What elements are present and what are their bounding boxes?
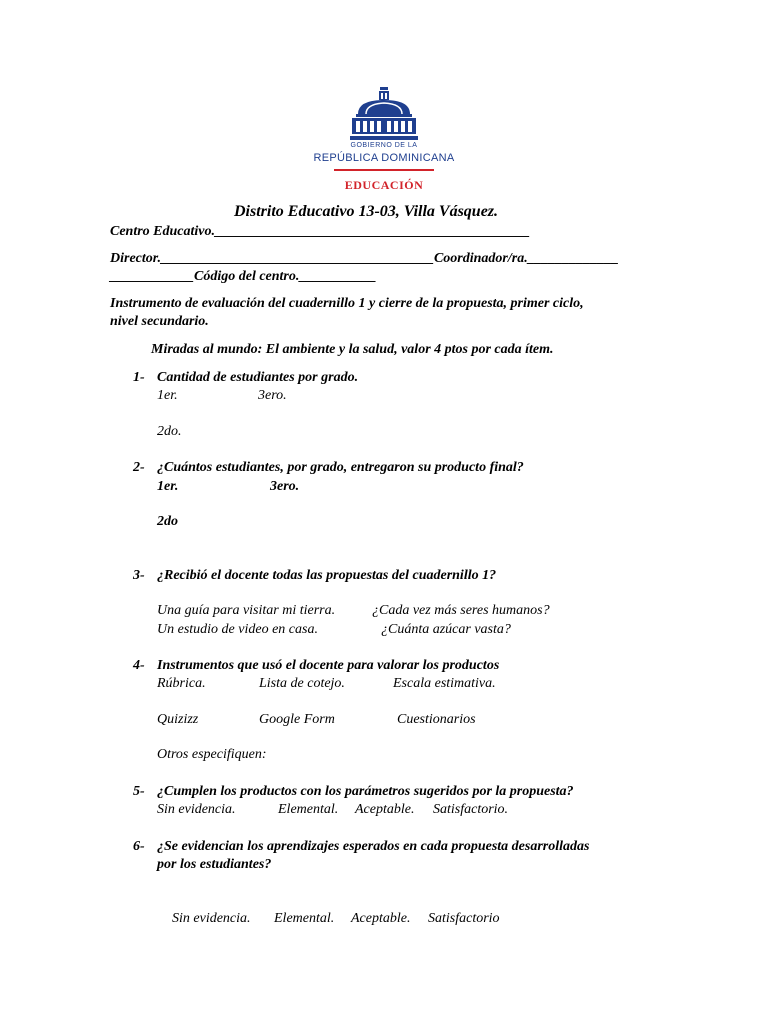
q6-option-satisfactorio: Satisfactorio [428,911,500,926]
q3-option-guia: Una guía para visitar mi tierra. [157,603,336,618]
q6-option-elemental: Elemental. [274,911,335,926]
intro-line-2: nivel secundario. [110,314,209,329]
centro-educativo-field: Centro Educativo._____________________________________________ [110,224,531,239]
q4-option-escala: Escala estimativa. [393,676,496,691]
q3-option-video: Un estudio de video en casa. [157,622,318,637]
logo-gobierno-text: GOBIERNO DE LA [350,142,418,149]
q1-number: 1- [133,370,145,385]
q3-option-azucar: ¿Cuánta azúcar vasta? [381,622,511,637]
q5-option-aceptable: Aceptable. [355,802,415,817]
q6-text-line-2: por los estudiantes? [157,857,272,872]
q1-text: Cantidad de estudiantes por grado. [157,370,359,385]
q1-option-1er: 1er. [157,388,178,403]
government-logo [300,84,468,196]
q1-option-3ero: 3ero. [258,388,287,403]
q5-option-elemental: Elemental. [278,802,339,817]
q6-text-line-1: ¿Se evidencian los aprendizajes esperados en cada propuesta desarrolladas [157,839,590,854]
intro-line-1: Instrumento de evaluación del cuadernillo 1 y cierre de la propuesta, primer ciclo, [110,296,584,311]
logo-republica-text: REPÚBLICA DOMINICANA [313,152,455,164]
q3-number: 3- [133,568,145,583]
dome-emblem-icon [300,84,468,146]
q5-option-sin-evidencia: Sin evidencia. [157,802,236,817]
q6-number: 6- [133,839,145,854]
q4-option-cuestionarios: Cuestionarios [397,712,476,727]
q5-option-satisfactorio: Satisfactorio. [433,802,509,817]
q2-number: 2- [133,460,145,475]
q6-option-aceptable: Aceptable. [351,911,411,926]
q4-text: Instrumentos que usó el docente para valorar los productos [157,658,500,673]
logo-divider [334,169,434,171]
q3-text: ¿Recibió el docente todas las propuestas del cuadernillo 1? [157,568,497,583]
q5-text: ¿Cumplen los productos con los parámetros sugeridos por la propuesta? [157,784,574,799]
q4-option-rubrica: Rúbrica. [157,676,206,691]
director-coordinador-field: Director._______________________________________Coordinador/ra._____________ [110,251,619,266]
q2-option-2do: 2do [157,514,178,529]
page-title: Distrito Educativo 13-03, Villa Vásquez. [234,203,499,220]
q4-option-otros: Otros especifiquen: [157,747,267,762]
q4-option-google-form: Google Form [259,712,335,727]
q2-text: ¿Cuántos estudiantes, por grado, entregaron su producto final? [157,460,524,475]
q4-option-quizizz: Quizizz [157,712,199,727]
codigo-centro-field: ____________Código del centro.___________ [110,269,377,284]
section-subtitle: Miradas al mundo: El ambiente y la salud, valor 4 ptos por cada ítem. [151,342,554,357]
q4-number: 4- [133,658,145,673]
q2-option-3ero: 3ero. [270,479,300,494]
q6-option-sin-evidencia: Sin evidencia. [172,911,251,926]
q1-option-2do: 2do. [157,424,182,439]
q4-option-lista-cotejo: Lista de cotejo. [259,676,345,691]
logo-educacion-text: EDUCACIÓN [344,178,424,192]
q3-option-seres-humanos: ¿Cada vez más seres humanos? [372,603,550,618]
q2-option-1er: 1er. [157,479,179,494]
q5-number: 5- [133,784,145,799]
